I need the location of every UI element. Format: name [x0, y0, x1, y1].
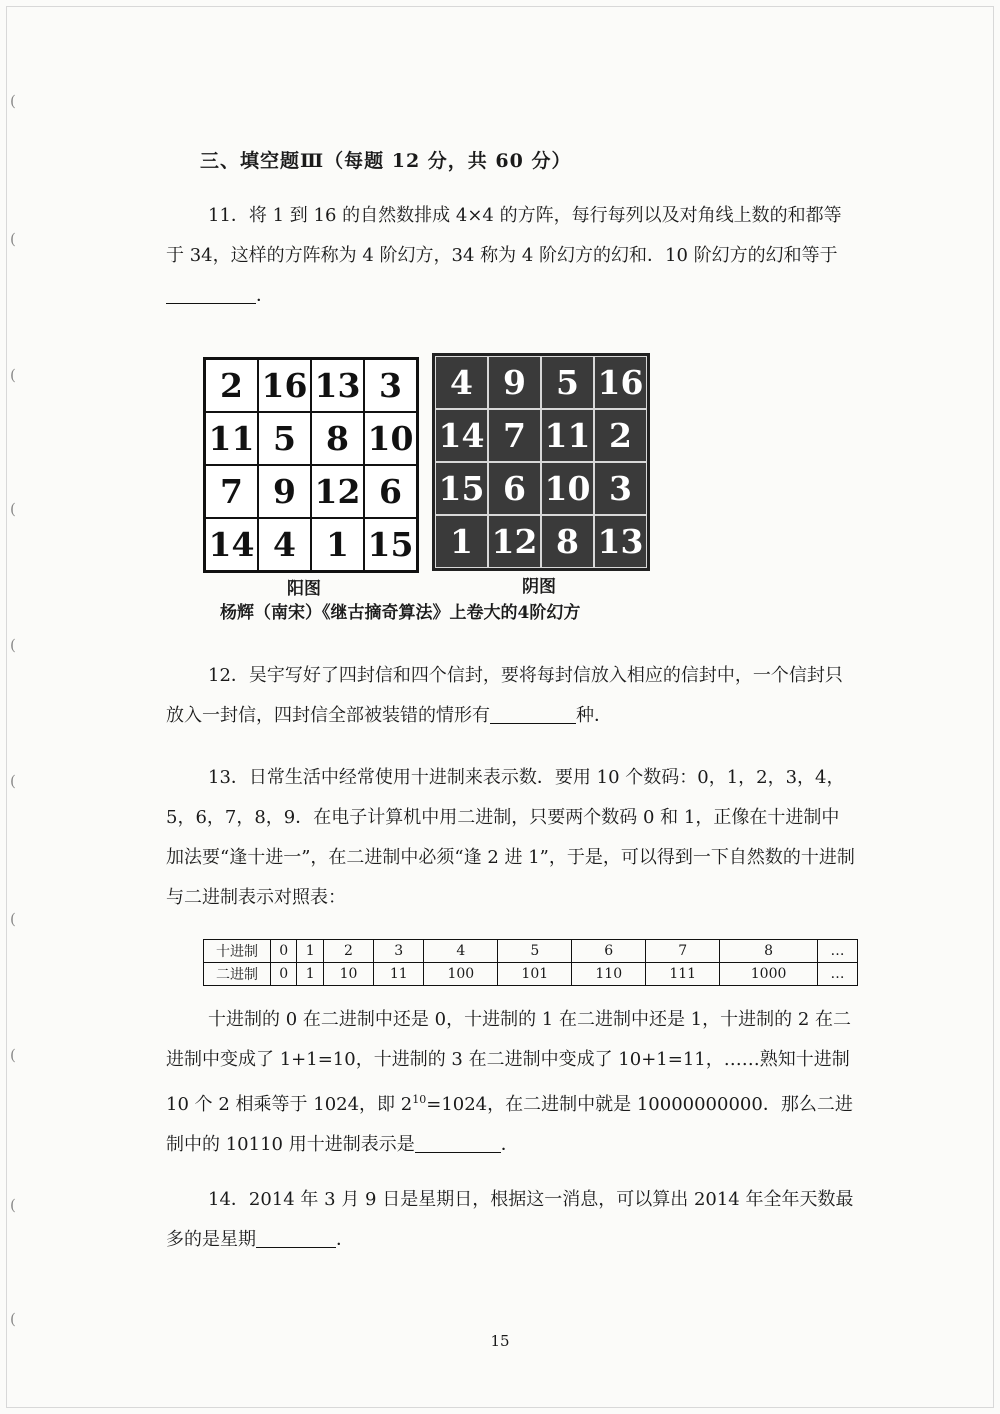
yang-square-cell: 13 — [311, 359, 364, 412]
question-11-text: 11．将 1 到 16 的自然数排成 4×4 的方阵，每行每列以及对角线上数的和都等于 34，这样的方阵称为 4 阶幻方，34 称为 4 阶幻方的幻和．10 阶幻方的幻和等于 — [166, 205, 842, 266]
table-cell: 10 — [323, 963, 373, 986]
yin-square-cell: 11 — [541, 409, 594, 462]
figure-caption: 杨辉（南宋）《继古摘奇算法》上卷大的4阶幻方 — [220, 603, 581, 623]
yang-square-cell: 1 — [311, 518, 364, 571]
answer-blank-14[interactable] — [256, 1227, 336, 1248]
row-label: 十进制 — [204, 940, 271, 963]
table-cell: 111 — [646, 963, 720, 986]
decimal-binary-table — [203, 939, 858, 986]
yin-label: 阴图 — [522, 577, 556, 597]
question-13: 13．日常生活中经常使用十进制来表示数．要用 10 个数码：0，1，2，3，4，5，6，7，8，9．在电子计算机中用二进制，只要两个数码 0 和 1，正像在十进制中加法要“逢十进一”，在二进制中必须“逢 2 进 1”，于是，可以得到一下自然数的十进制与二进制表示对照表： — [166, 767, 855, 908]
table-cell: 3 — [374, 940, 424, 963]
yang-square-cell: 3 — [364, 359, 417, 412]
yang-square-cell: 8 — [311, 412, 364, 465]
question-13-end: ． — [500, 1134, 519, 1155]
table-cell: 2 — [323, 940, 373, 963]
question-14-end: ． — [336, 1229, 354, 1250]
table-cell: … — [817, 940, 857, 963]
table-cell: 101 — [498, 963, 572, 986]
yang-square-cell: 4 — [258, 518, 311, 571]
yin-square-cell: 5 — [541, 356, 594, 409]
answer-blank-13[interactable] — [415, 1132, 501, 1153]
question-13-part2: =1024，在二进制中就是 10000000000．那么二进制中的 10110 用十进制表示是 — [166, 1094, 853, 1155]
table-cell: 11 — [374, 963, 424, 986]
table-cell: 7 — [646, 940, 720, 963]
yin-square-cell: 4 — [435, 356, 488, 409]
table-row — [204, 963, 858, 986]
yin-square-cell: 3 — [594, 462, 647, 515]
yang-label: 阳图 — [287, 579, 321, 599]
question-12 — [166, 656, 856, 736]
yang-square-cell: 6 — [364, 465, 417, 518]
yin-square-cell: 13 — [594, 515, 647, 568]
answer-blank-12[interactable] — [490, 703, 576, 724]
yin-square-cell: 16 — [594, 356, 647, 409]
question-14 — [166, 1180, 856, 1260]
binding-hole-mark: ( — [10, 500, 16, 518]
table-cell: … — [817, 963, 857, 986]
yang-square-cell: 14 — [205, 518, 258, 571]
yang-magic-square — [203, 357, 419, 573]
binding-hole-mark: ( — [10, 772, 16, 790]
binding-hole-mark: ( — [10, 92, 16, 110]
yin-square-cell: 9 — [488, 356, 541, 409]
yin-square-cell: 12 — [488, 515, 541, 568]
binding-hole-mark: ( — [10, 1046, 16, 1064]
binding-hole-mark: ( — [10, 636, 16, 654]
question-13-part1: 十进制的 0 在二进制中还是 0，十进制的 1 在二进制中还是 1，十进制的 2 在二进制中变成了 1+1=10，十进制的 3 在二进制中变成了 10+1=11，……熟知十进制 10 个 2 相乘等于 1024，即 2 — [166, 1009, 852, 1115]
yin-square-cell: 14 — [435, 409, 488, 462]
question-11 — [166, 196, 856, 316]
yin-square-cell: 2 — [594, 409, 647, 462]
table-cell: 5 — [498, 940, 572, 963]
binding-hole-mark: ( — [10, 230, 16, 248]
question-12-text: 12．吴宇写好了四封信和四个信封，要将每封信放入相应的信封中，一个信封只放入一封信，四封信全部被装错的情形有 — [166, 665, 843, 726]
binding-hole-mark: ( — [10, 910, 16, 928]
yang-square-cell: 5 — [258, 412, 311, 465]
question-14-text: 14．2014 年 3 月 9 日是星期日，根据这一消息，可以算出 2014 年全年天数最多的是星期 — [166, 1189, 854, 1250]
yin-square-cell: 7 — [488, 409, 541, 462]
yin-square-cell: 8 — [541, 515, 594, 568]
question-13-continued — [166, 1000, 856, 1165]
binding-hole-mark: ( — [10, 366, 16, 384]
section-title: 三、填空题Ⅲ（每题 12 分，共 60 分） — [200, 150, 572, 172]
yang-square-cell: 2 — [205, 359, 258, 412]
yang-square-cell: 10 — [364, 412, 417, 465]
question-11-end: ． — [256, 285, 274, 306]
yang-square-cell: 7 — [205, 465, 258, 518]
yin-square-cell: 6 — [488, 462, 541, 515]
yang-square-cell: 9 — [258, 465, 311, 518]
exponent: 10 — [412, 1093, 427, 1106]
binding-hole-mark: ( — [10, 1196, 16, 1214]
table-cell: 8 — [720, 940, 818, 963]
yin-magic-square — [432, 353, 650, 571]
answer-blank-11[interactable] — [166, 283, 256, 304]
table-cell: 1 — [297, 940, 323, 963]
table-row — [204, 940, 858, 963]
table-cell: 0 — [271, 940, 297, 963]
table-cell: 6 — [572, 940, 646, 963]
yang-square-cell: 16 — [258, 359, 311, 412]
table-cell: 110 — [572, 963, 646, 986]
yang-square-cell: 11 — [205, 412, 258, 465]
row-label: 二进制 — [204, 963, 271, 986]
table-cell: 4 — [424, 940, 498, 963]
yin-square-cell: 1 — [435, 515, 488, 568]
question-12-end: 种． — [576, 705, 612, 726]
yang-square-cell: 15 — [364, 518, 417, 571]
binding-hole-mark: ( — [10, 1310, 16, 1328]
yin-square-cell: 10 — [541, 462, 594, 515]
yin-square-cell: 15 — [435, 462, 488, 515]
table-cell: 0 — [271, 963, 297, 986]
page-number: 15 — [490, 1332, 510, 1350]
table-cell: 1000 — [720, 963, 818, 986]
table-cell: 1 — [297, 963, 323, 986]
yang-square-cell: 12 — [311, 465, 364, 518]
table-cell: 100 — [424, 963, 498, 986]
